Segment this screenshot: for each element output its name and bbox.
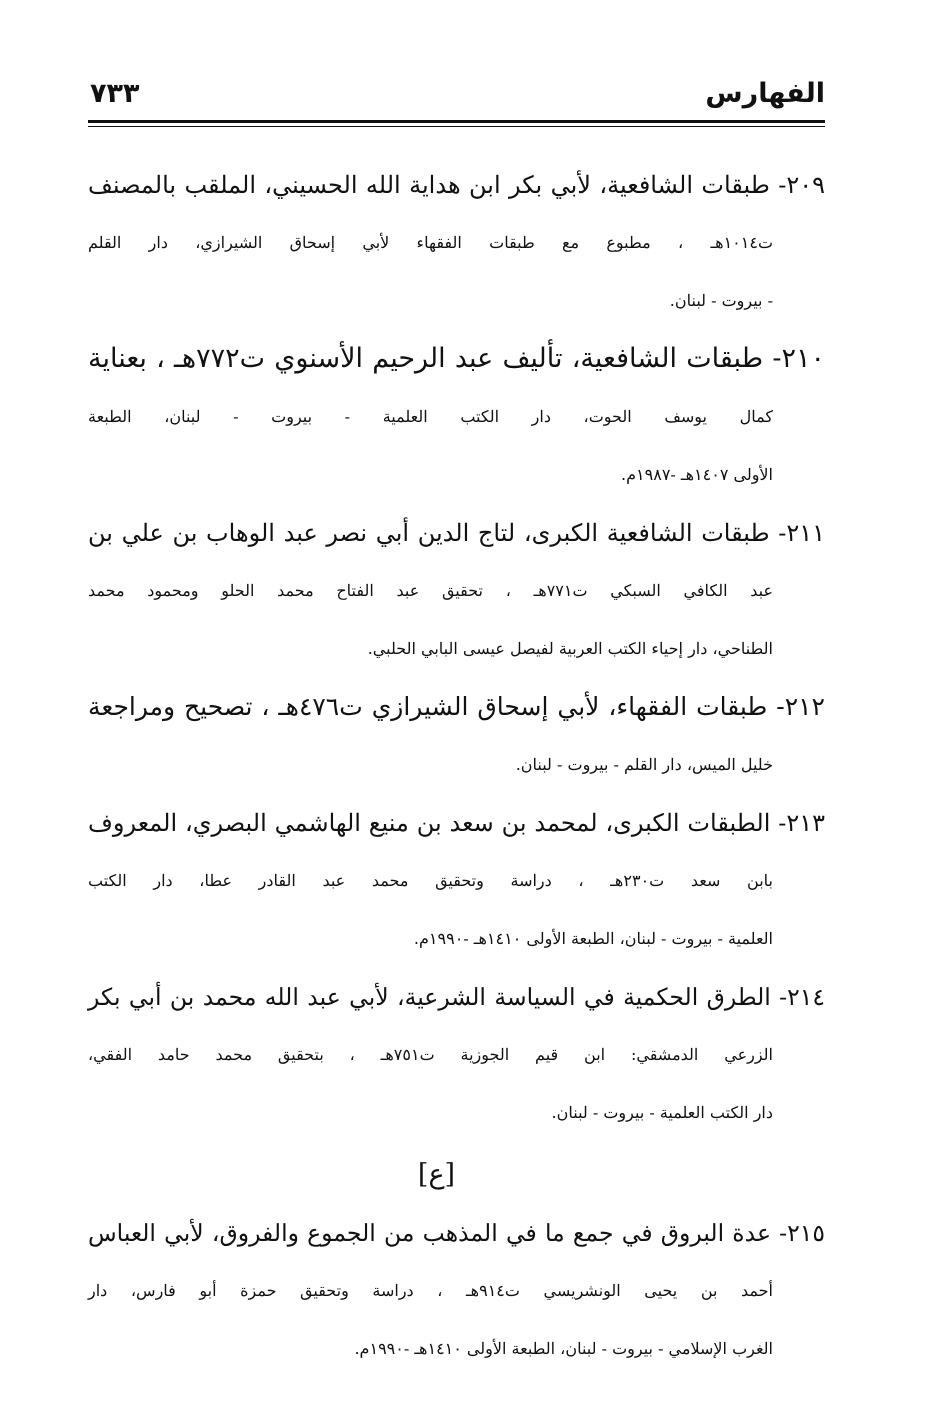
index-content	[88, 156, 825, 1378]
entry-line: عبد الكافي السبكي ت٧٧١هـ ، تحقيق عبد الفتاح محمد الحلو ومحمود محمد	[88, 581, 773, 600]
index-entry-215	[88, 1204, 825, 1378]
entry-line: ٢٠٩- طبقات الشافعية، لأبي بكر ابن هداية الله الحسيني، الملقب بالمصنف	[88, 171, 825, 199]
entry-line: كمال يوسف الحوت، دار الكتب العلمية - بيروت - لبنان، الطبعة	[88, 407, 774, 426]
index-entry-209	[88, 156, 825, 330]
index-entry-214	[88, 968, 825, 1142]
entry-line: ت١٠١٤هـ ، مطبوع مع طبقات الفقهاء لأبي إسحاق الشيرازي، دار القلم	[88, 233, 773, 252]
index-entry-211	[88, 504, 825, 678]
header-title: الفهارس	[705, 78, 825, 109]
entry-line: ٢١٤- الطرق الحكمية في السياسة الشرعية، لأبي عبد الله محمد بن أبي بكر	[88, 983, 825, 1011]
entry-line: ٢١٥- عدة البروق في جمع ما في المذهب من الجموع والفروق، لأبي العباس	[88, 1219, 825, 1247]
entry-line: ٢١٢- طبقات الفقهاء، لأبي إسحاق الشيرازي ت٤٧٦هـ ، تصحيح ومراجعة	[88, 692, 825, 721]
page-number: ٧٣٣	[90, 78, 140, 109]
entry-line: الأولى ١٤٠٧هـ -١٩٨٧م.	[621, 465, 773, 484]
header-rule-thin	[88, 126, 825, 127]
entry-line: بابن سعد ت٢٣٠هـ ، دراسة وتحقيق محمد عبد القادر عطا، دار الكتب	[88, 871, 774, 890]
entry-line: - بيروت - لبنان.	[669, 291, 773, 310]
index-entry-213	[88, 794, 825, 968]
section-letter-heading: [ع]	[417, 1159, 456, 1190]
entry-line: ٢١٣- الطبقات الكبرى، لمحمد بن سعد بن منيع الهاشمي البصري، المعروف	[88, 809, 825, 837]
entry-line: دار الكتب العلمية - بيروت - لبنان.	[551, 1103, 773, 1122]
entry-line: العلمية - بيروت - لبنان، الطبعة الأولى ١٤١٠هـ -١٩٩٠م.	[413, 929, 773, 948]
header-rule-thick	[88, 120, 825, 123]
entry-line: الطناحي، دار إحياء الكتب العربية لفيصل عيسى البابي الحلبي.	[367, 639, 773, 658]
entry-line: الزرعي الدمشقي: ابن قيم الجوزية ت٧٥١هـ ، بتحقيق محمد حامد الفقي،	[88, 1045, 773, 1064]
entry-line: خليل الميس، دار القلم - بيروت - لبنان.	[515, 755, 773, 774]
entry-line: أحمد بن يحيى الونشريسي ت٩١٤هـ ، دراسة وتحقيق حمزة أبو فارس، دار	[88, 1281, 774, 1300]
index-entry-210	[88, 330, 825, 504]
entry-line: ٢١٠- طبقات الشافعية، تأليف عبد الرحيم الأسنوي ت٧٧٢هـ ، بعناية	[88, 343, 825, 374]
entry-line: ٢١١- طبقات الشافعية الكبرى، لتاج الدين أبي نصر عبد الوهاب بن علي بن	[88, 519, 825, 547]
index-entry-212	[88, 678, 825, 794]
entry-line: الغرب الإسلامي - بيروت - لبنان، الطبعة الأولى ١٤١٠هـ -١٩٩٠م.	[354, 1339, 773, 1358]
running-header	[88, 72, 825, 124]
